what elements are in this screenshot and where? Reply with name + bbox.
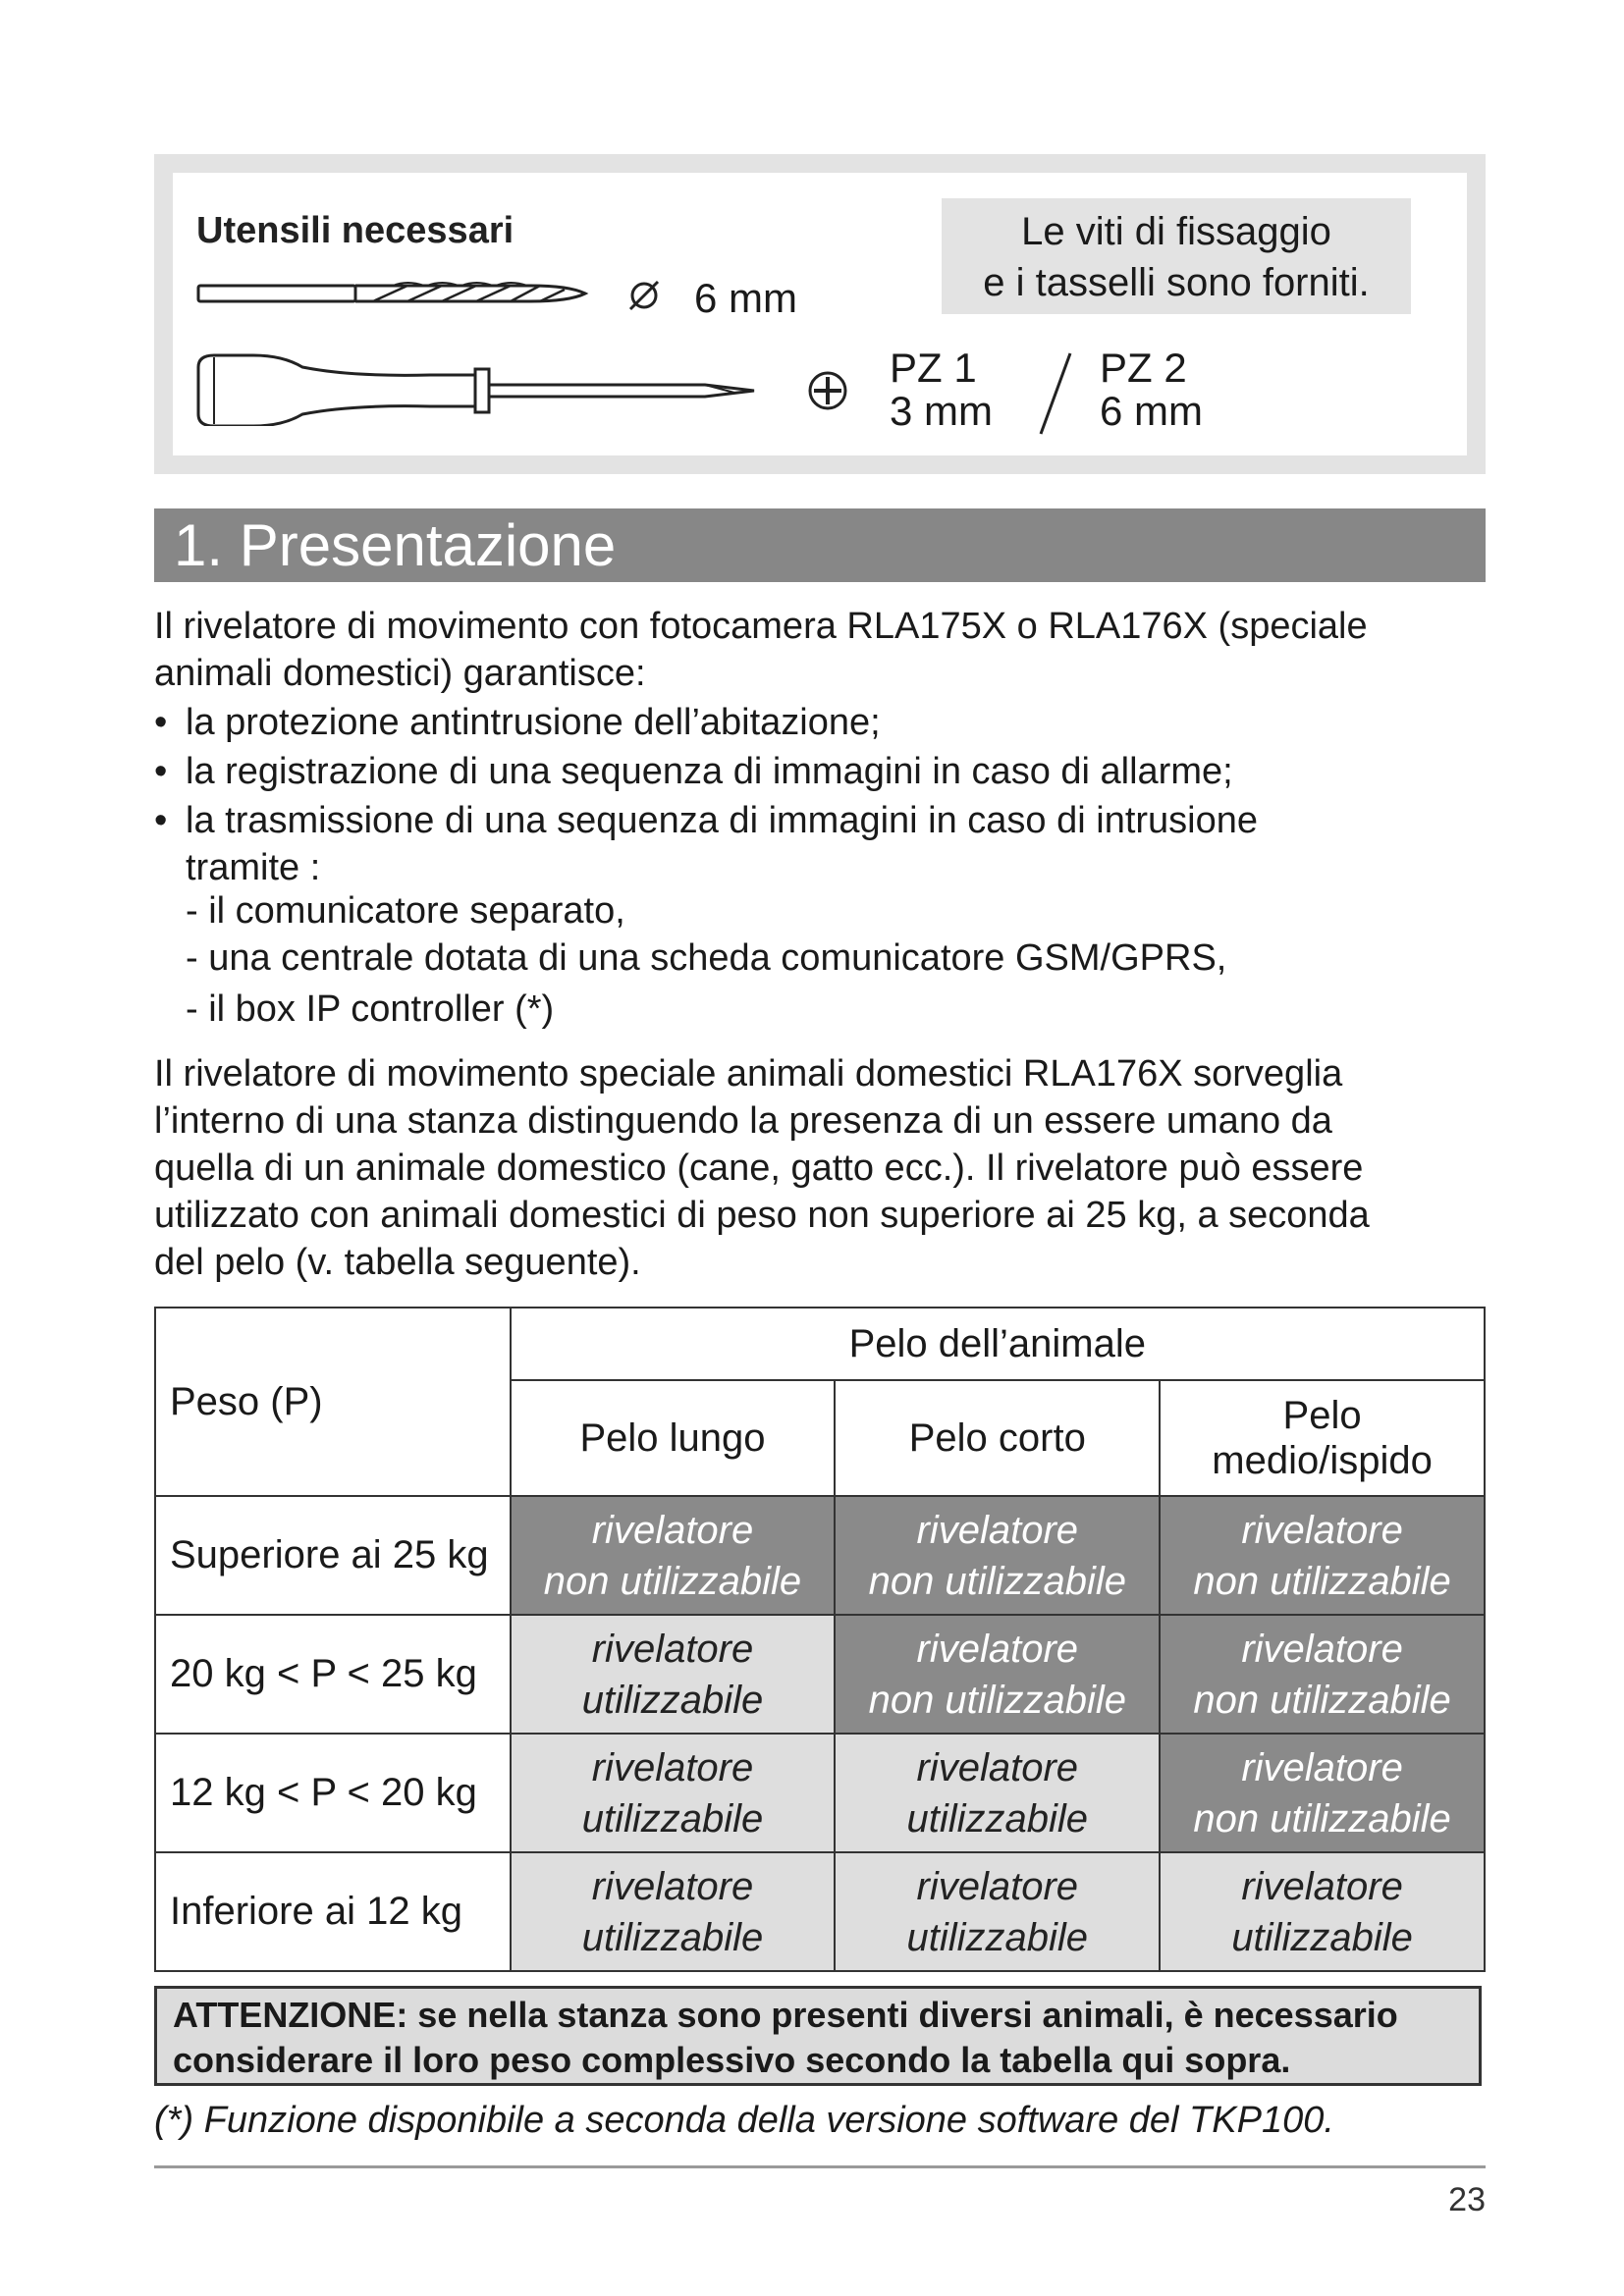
col-medium-fur-line2: medio/ispido <box>1212 1439 1433 1482</box>
cell-line: non utilizzabile <box>1193 1559 1451 1603</box>
cell-line: utilizzabile <box>581 1678 764 1722</box>
weight-header: Peso (P) <box>155 1308 511 1496</box>
cell-line: utilizzabile <box>1231 1915 1413 1959</box>
pet-paragraph <box>154 1050 1529 1286</box>
cell-line: rivelatore <box>591 1864 754 1908</box>
table-header-row <box>155 1308 1485 1380</box>
table-cell <box>835 1496 1160 1615</box>
warning-line-1: ATTENZIONE: se nella stanza sono presenti diversi animali, è necessario <box>173 1995 1398 2035</box>
pet-weight-table <box>154 1307 1486 1972</box>
separator-slash <box>1035 349 1074 438</box>
tools-inner <box>173 173 1467 455</box>
pet-paragraph-line: quella di un animale domestico (cane, gatto ecc.). Il rivelatore può essere <box>154 1148 1364 1189</box>
diameter-icon <box>626 278 662 313</box>
cell-line: utilizzabile <box>581 1915 764 1959</box>
cell-line: rivelatore <box>1241 1745 1403 1789</box>
cell-line: non utilizzabile <box>543 1559 802 1603</box>
cell-line: rivelatore <box>1241 1508 1403 1552</box>
table-cell <box>1160 1852 1485 1971</box>
cell-line: utilizzabile <box>906 1915 1089 1959</box>
pz2-spec <box>1100 347 1203 433</box>
table-cell <box>1160 1615 1485 1734</box>
table-row <box>155 1734 1485 1852</box>
table-cell <box>1160 1734 1485 1852</box>
cell-line: rivelatore <box>1241 1864 1403 1908</box>
drill-size: 6 mm <box>694 275 797 321</box>
intro-line-2: animali domestici) garantisce: <box>154 653 646 694</box>
bullet-item: • la registrazione di una sequenza di immagini in caso di allarme; <box>154 748 1258 795</box>
pz1-size: 3 mm <box>890 388 993 434</box>
page-number: 23 <box>1448 2181 1486 2218</box>
row-label: 12 kg < P < 20 kg <box>155 1734 511 1852</box>
cell-line: non utilizzabile <box>868 1559 1126 1603</box>
table-row <box>155 1852 1485 1971</box>
table-cell <box>511 1852 836 1971</box>
table-cell <box>1160 1496 1485 1615</box>
table-row <box>155 1496 1485 1615</box>
section-title: 1. Presentazione <box>154 508 1486 582</box>
col-medium-fur <box>1160 1380 1485 1496</box>
bullet-item: • la protezione antintrusione dell’abitazione; <box>154 699 1258 746</box>
sub-item: - il comunicatore separato, <box>186 890 625 932</box>
drill-bit-icon <box>196 276 589 311</box>
pz1-name: PZ 1 <box>890 345 977 391</box>
cell-line: non utilizzabile <box>868 1678 1126 1722</box>
tools-box <box>154 154 1486 474</box>
sub-item: - una centrale dotata di una scheda comunicatore GSM/GPRS, <box>186 937 1227 979</box>
phillips-icon <box>806 369 849 412</box>
table-cell <box>511 1615 836 1734</box>
sub-item: - il box IP controller (*) <box>186 988 555 1030</box>
pz1-spec <box>890 347 993 433</box>
note-line-2: e i tasselli sono forniti. <box>983 261 1370 304</box>
table-cell <box>511 1496 836 1615</box>
footnote: (*) Funzione disponibile a seconda della versione software del TKP100. <box>154 2100 1334 2141</box>
cell-line: rivelatore <box>916 1745 1079 1789</box>
cell-line: rivelatore <box>916 1864 1079 1908</box>
cell-line: rivelatore <box>591 1627 754 1671</box>
col-long-fur: Pelo lungo <box>511 1380 836 1496</box>
cell-line: rivelatore <box>916 1508 1079 1552</box>
pet-paragraph-line: utilizzato con animali domestici di peso non superiore ai 25 kg, a seconda <box>154 1195 1370 1236</box>
pet-paragraph-line: l’interno di una stanza distinguendo la presenza di un essere umano da <box>154 1100 1332 1142</box>
cell-line: non utilizzabile <box>1193 1678 1451 1722</box>
cell-line: rivelatore <box>591 1508 754 1552</box>
col-medium-fur-line1: Pelo <box>1282 1394 1362 1437</box>
screwdriver-icon <box>194 347 764 426</box>
footer-divider <box>154 2165 1486 2168</box>
table-cell <box>835 1734 1160 1852</box>
pet-paragraph-line: Il rivelatore di movimento speciale animali domestici RLA176X sorveglia <box>154 1053 1343 1095</box>
table-cell <box>835 1615 1160 1734</box>
cell-line: rivelatore <box>1241 1627 1403 1671</box>
note-box <box>942 198 1411 314</box>
row-label: 20 kg < P < 25 kg <box>155 1615 511 1734</box>
cell-line: utilizzabile <box>906 1796 1089 1841</box>
row-label: Inferiore ai 12 kg <box>155 1852 511 1971</box>
table-row <box>155 1615 1485 1734</box>
warning-box <box>154 1986 1482 2086</box>
intro-paragraph <box>154 603 1529 697</box>
cell-line: utilizzabile <box>581 1796 764 1841</box>
pz2-size: 6 mm <box>1100 388 1203 434</box>
table-cell <box>835 1852 1160 1971</box>
cell-line: rivelatore <box>591 1745 754 1789</box>
note-line-1: Le viti di fissaggio <box>1021 210 1331 253</box>
sub-list <box>186 887 1226 1033</box>
bullet-item: • la trasmissione di una sequenza di immagini in caso di intrusione <box>154 797 1258 844</box>
intro-line-1: Il rivelatore di movimento con fotocamera RLA175X o RLA176X (speciale <box>154 606 1368 647</box>
fur-header: Pelo dell’animale <box>511 1308 1485 1380</box>
cell-line: non utilizzabile <box>1193 1796 1451 1841</box>
col-short-fur: Pelo corto <box>835 1380 1160 1496</box>
row-label: Superiore ai 25 kg <box>155 1496 511 1615</box>
tools-title: Utensili necessari <box>196 210 514 251</box>
bullet-list <box>154 699 1258 891</box>
pz2-name: PZ 2 <box>1100 345 1187 391</box>
cell-line: rivelatore <box>916 1627 1079 1671</box>
bullet-continuation: tramite : <box>186 847 321 888</box>
pet-paragraph-line: del pelo (v. tabella seguente). <box>154 1242 641 1283</box>
warning-line-2: considerare il loro peso complessivo secondo la tabella qui sopra. <box>173 2040 1291 2080</box>
table-cell <box>511 1734 836 1852</box>
